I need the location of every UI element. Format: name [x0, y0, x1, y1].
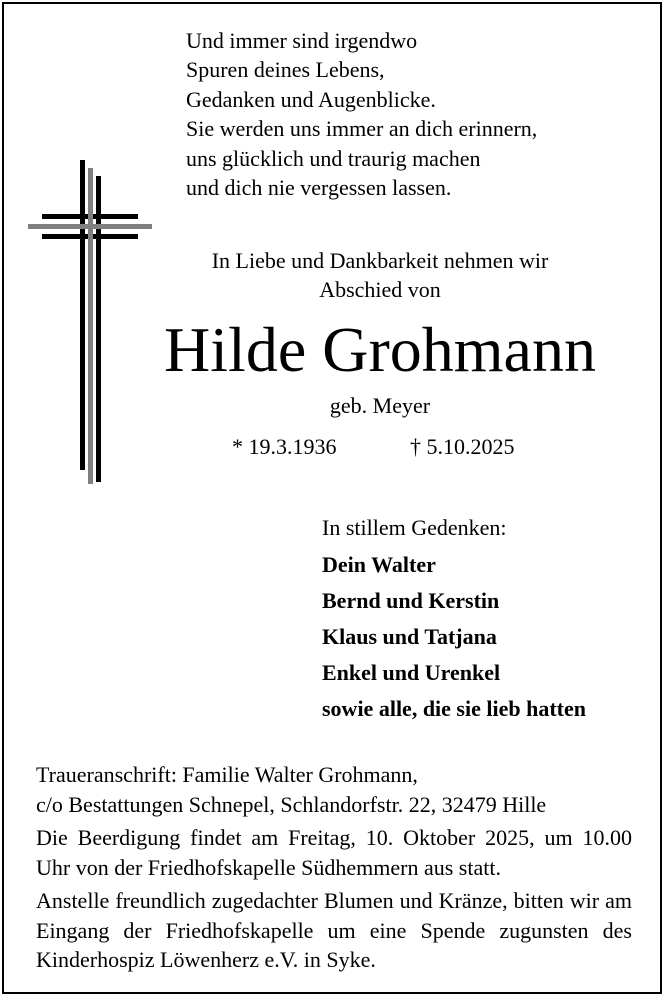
funeral-info: Die Beerdigung findet am Freitag, 10. Oktober 2025, um 10.00 Uhr von der Friedhofskapelle Südhemmern aus statt.: [36, 825, 632, 880]
poem-line: und dich nie vergessen lassen.: [186, 175, 452, 201]
mourner-name: sowie alle, die sie lieb hatten: [322, 696, 586, 721]
poem-line: Spuren deines Lebens,: [186, 57, 385, 83]
address-line: Traueranschrift: Familie Walter Grohmann,: [36, 762, 418, 787]
mourners-heading: In stillem Gedenken:: [322, 515, 507, 540]
poem: [186, 26, 537, 202]
mourner-name: Enkel und Urenkel: [322, 660, 501, 685]
mourner-name: Bernd und Kerstin: [322, 588, 500, 613]
birth-date: * 19.3.1936: [232, 434, 337, 459]
poem-line: Sie werden uns immer an dich erinnern,: [186, 116, 538, 142]
intro-line: In Liebe und Dankbarkeit nehmen wir: [211, 248, 549, 273]
mourners-block: [322, 510, 586, 727]
deceased-name: Hilde Grohmann: [164, 314, 596, 385]
intro-text: [0, 246, 668, 304]
poem-line: uns glücklich und traurig machen: [186, 145, 481, 171]
footer-info: [36, 760, 632, 979]
donation-info: Anstelle freundlich zugedachter Blumen und Kränze, bitten wir am Eingang der Friedhofskapelle um eine Spende zugunsten des Kinderhospiz Löwenherz e.V. in Syke.: [36, 888, 632, 972]
maiden-name: geb. Meyer: [329, 393, 431, 418]
death-date: † 5.10.2025: [410, 434, 515, 459]
intro-line: Abschied von: [319, 277, 441, 302]
address-line: c/o Bestattungen Schnepel, Schlandorfstr. 22, 32479 Hille: [36, 791, 547, 817]
mourner-name: Klaus und Tatjana: [322, 624, 497, 649]
poem-line: Und immer sind irgendwo: [186, 28, 418, 53]
poem-line: Gedanken und Augenblicke.: [186, 86, 436, 112]
mourning-address: [36, 760, 632, 819]
mourner-name: Dein Walter: [322, 552, 436, 577]
